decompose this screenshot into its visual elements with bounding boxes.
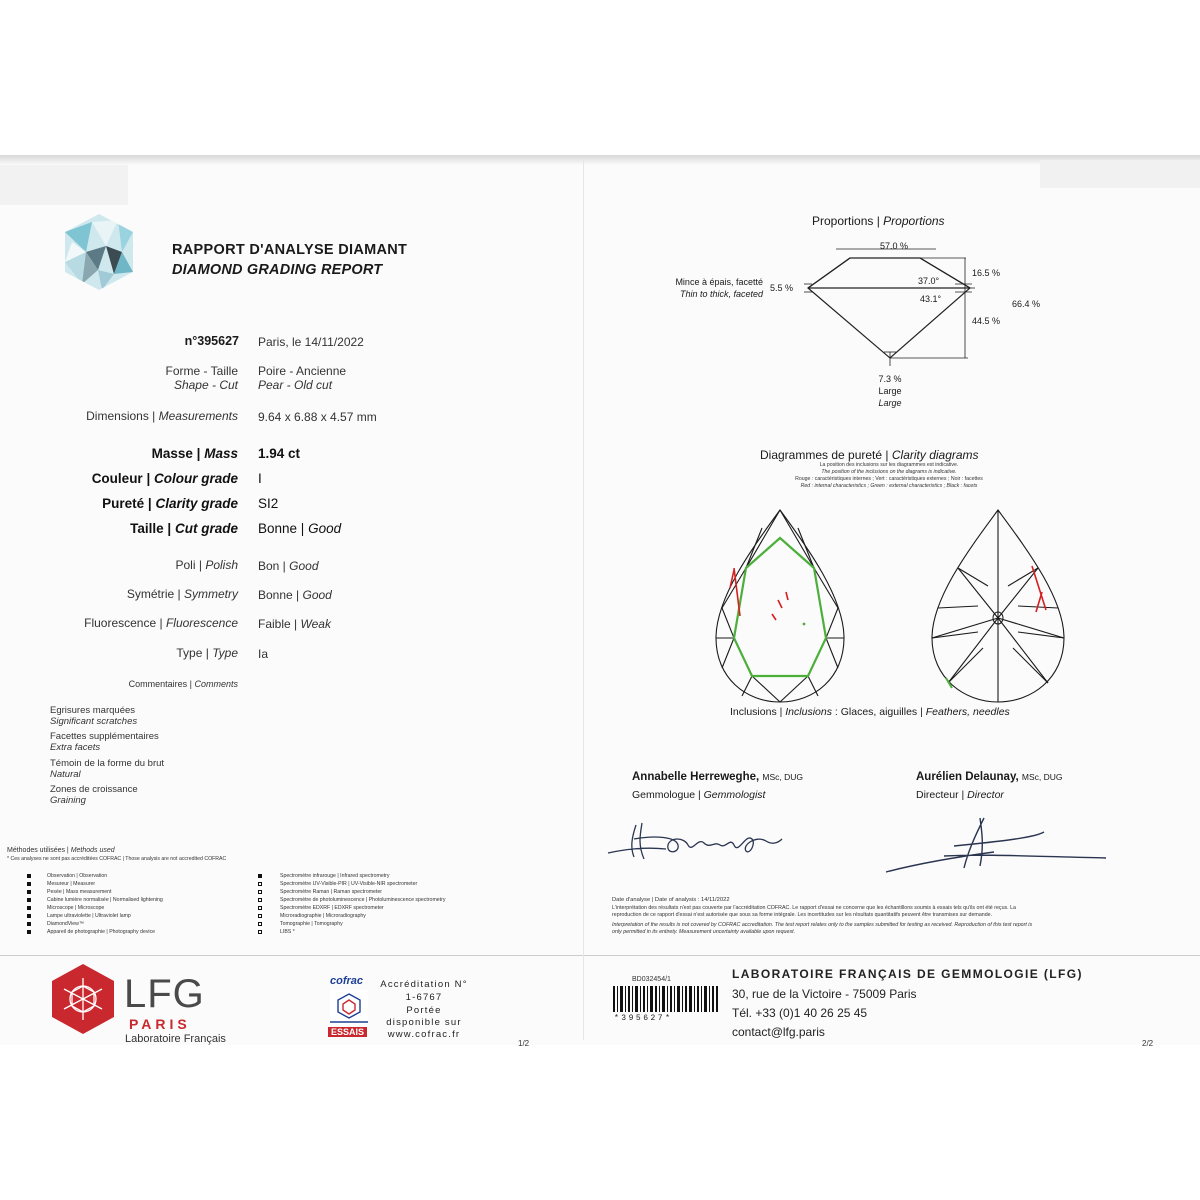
lab-name: LABORATOIRE FRANÇAIS DE GEMMOLOGIE (LFG) (732, 967, 1083, 981)
method-right-7: Tomographie | Tomography (280, 921, 343, 927)
shape-value-en: Pear - Old cut (258, 378, 333, 392)
top-edge-shadow (0, 155, 1200, 165)
comment-1-en: Significant scratches (50, 716, 138, 727)
comment-4-en: Graining (50, 795, 86, 806)
mass-label: Masse | Mass (151, 446, 238, 461)
colour-label: Couleur | Colour grade (91, 471, 238, 486)
methods-title: Méthodes utilisées | Methods used (7, 847, 115, 854)
girdle-desc-en: Thin to thick, faceted (679, 289, 763, 299)
method-right-4: Spectromètre de photoluminescence | Photoluminescence spectrometry (280, 897, 446, 903)
signature-left-image (606, 815, 786, 865)
type-value: Ia (258, 647, 269, 661)
dimensions-label: Dimensions | Measurements (86, 409, 238, 423)
proportions-title: Proportions | Proportions (812, 214, 945, 228)
footer-divider-left (0, 955, 583, 956)
cut-grade-value: Bonne | Good (258, 521, 342, 536)
clarity-diagrams-title: Diagrammes de pureté | Clarity diagrams (760, 448, 979, 462)
method-left-1: Observation | Observation (47, 873, 108, 879)
report-title-en: DIAMOND GRADING REPORT (172, 262, 383, 278)
polish-value: Bon | Good (258, 559, 319, 573)
legal-line-2: reproduction de ce rapport d'essai n'est autorisée que sous sa forme intégrale. Les incertitudes sur les résultats quantitatifs peuvent être transmises sur demande. (612, 912, 993, 918)
lfg-hexagon-logo (50, 962, 116, 1036)
method-right-1: Spectromètre infrarouge | Infrared spectrometry (280, 873, 390, 879)
pavilion-angle: 43.1° (920, 294, 942, 304)
comment-3-fr: Témoin de la forme du brut (50, 758, 165, 769)
method-left-2: Mesureur | Measurer (47, 881, 96, 887)
page-number-right: 2/2 (1142, 1039, 1154, 1048)
signatory-right-name: Aurélien Delaunay, MSc, DUG (916, 771, 1063, 783)
page-number-left: 1/2 (518, 1039, 530, 1048)
symmetry-label: Symétrie | Symmetry (126, 587, 238, 601)
lfg-logo-paris: PARIS (129, 1016, 191, 1032)
total-depth: 66.4 % (1012, 299, 1041, 309)
cofrac-brand: cofrac (330, 975, 364, 987)
crown-view-diagram (712, 508, 848, 704)
clarity-note-2-en: Red : internal characteristics ; Green : external characteristics ; Black : facets (800, 483, 978, 489)
fluorescence-value: Faible | Weak (258, 617, 331, 631)
clarity-note-1-en: The position of the inclusions on the diagrams is indicative. (821, 469, 957, 475)
method-unchecked-icon (258, 890, 262, 894)
accreditation-line-2: 1-6767 (405, 992, 443, 1003)
colour-value: I (258, 471, 262, 486)
cofrac-essais-label: ESSAIS (328, 1027, 367, 1037)
type-label: Type | Type (176, 646, 238, 660)
barcode-text: *395627* (614, 1014, 673, 1023)
method-unchecked-icon (258, 914, 262, 918)
accreditation-line-3: Portée (406, 1005, 442, 1016)
comments-title: Commentaires | Comments (128, 679, 238, 689)
comment-1-fr: Egrisures marquées (50, 705, 136, 716)
method-check-icon (27, 922, 31, 926)
girdle-desc-fr: Mince à épais, facetté (675, 277, 763, 287)
lfg-logo-text: LFG (124, 972, 205, 1016)
comment-2-en: Extra facets (50, 742, 101, 753)
method-check-icon (27, 930, 31, 934)
signatory-right-role: Directeur | Director (916, 789, 1004, 801)
method-left-4: Cabine lumière normalisée | Normalised lightening (47, 897, 163, 903)
table-percentage: 57.0 % (880, 241, 909, 251)
lab-phone: Tél. +33 (0)1 40 26 25 45 (732, 1006, 868, 1020)
lfg-logo-subtitle: Laboratoire Français (125, 1033, 226, 1045)
left-edge-band (0, 165, 128, 205)
lab-address: 30, rue de la Victoire - 75009 Paris (732, 987, 917, 1001)
dimensions-value: 9.64 x 6.88 x 4.57 mm (258, 410, 377, 424)
method-left-6: Lampe ultraviolette | Ultraviolet lamp (47, 913, 131, 919)
barcode-reference: BD032454/1 (632, 976, 671, 983)
method-right-8: LIBS * (280, 929, 295, 935)
method-check-icon (27, 890, 31, 894)
method-unchecked-icon (258, 906, 262, 910)
method-right-6: Microradiographie | Microradiography (280, 913, 366, 919)
shape-value-fr: Poire - Ancienne (258, 364, 347, 378)
method-check-icon (27, 882, 31, 886)
method-unchecked-icon (258, 930, 262, 934)
symmetry-value: Bonne | Good (258, 588, 332, 602)
method-left-8: Appareil de photographie | Photography device (47, 929, 156, 935)
method-check-icon (27, 898, 31, 902)
method-check-icon (27, 906, 31, 910)
analysis-date-line: Date d'analyse | Date of analysis : 14/11/2022 (612, 897, 730, 903)
legal-line-3: Interpretation of the results is not covered by COFRAC accreditation. The test report relates only to the samples submitted for testing as received. Reproduction of this test report is (612, 922, 1033, 928)
accreditation-line-4: disponible sur (386, 1017, 462, 1028)
signatory-left-name: Annabelle Herreweghe, MSc, DUG (632, 771, 804, 783)
diamond-hexagon-logo (62, 212, 136, 292)
polish-label: Poli | Polish (175, 558, 238, 572)
method-unchecked-icon (258, 922, 262, 926)
method-left-7: DiamondView™ (47, 921, 85, 927)
legal-line-4: only permitted in its entirety. Measurement uncertainty available upon request. (612, 929, 796, 935)
legal-line-1: L'interprétation des résultats n'est pas couverte par l'accréditation COFRAC. Le rapport d'essai ne concerne que les échantillons soumis à essais tels qu'ils ont été reçus. La (612, 905, 1017, 911)
method-check-icon (27, 874, 31, 878)
crown-angle: 37.0° (918, 276, 940, 286)
right-edge-band (1040, 160, 1200, 188)
methods-note: * Ces analyses ne sont pas accréditées COFRAC | Those analysis are not accredited COFRAC (7, 856, 227, 862)
method-left-3: Pesée | Mass measurement (47, 889, 112, 895)
mass-value: 1.94 ct (258, 446, 301, 461)
clarity-label: Pureté | Clarity grade (102, 496, 238, 511)
inclusions-line: Inclusions | Inclusions : Glaces, aiguilles | Feathers, needles (730, 706, 1010, 718)
comment-3-en: Natural (50, 769, 81, 780)
pavilion-view-diagram (928, 508, 1068, 704)
clarity-note-2-fr: Rouge : caractéristiques internes ; Vert : caractéristiques externes ; Noir : facettes (795, 476, 983, 482)
accreditation-line-5: www.cofrac.fr (387, 1029, 461, 1040)
comment-2-fr: Facettes supplémentaires (50, 731, 159, 742)
culet-desc-fr: Large (878, 386, 902, 396)
method-check-icon (258, 874, 262, 878)
method-right-5: Spectromètre EDXRF | EDXRF spectrometer (280, 905, 384, 911)
girdle-percentage: 5.5 % (770, 283, 794, 293)
culet-desc-en: Large (878, 398, 902, 408)
barcode-image (612, 986, 720, 1012)
crown-height: 16.5 % (972, 268, 1001, 278)
lab-email-link[interactable]: contact@lfg.paris (732, 1025, 825, 1039)
proportions-profile-diagram (800, 248, 980, 368)
page-fold-line (583, 160, 584, 1040)
method-left-5: Microscope | Microscope (47, 905, 105, 911)
footer-divider-right (584, 955, 1200, 956)
method-check-icon (27, 914, 31, 918)
culet-percentage: 7.3 % (878, 374, 902, 384)
report-number: n°395627 (184, 334, 239, 348)
cofrac-logo-icon (330, 990, 368, 1026)
method-unchecked-icon (258, 898, 262, 902)
pavilion-depth: 44.5 % (972, 316, 1001, 326)
clarity-value: SI2 (258, 496, 279, 511)
signature-right-image (884, 812, 1108, 876)
shape-label-en: Shape - Cut (173, 378, 238, 392)
shape-label-fr: Forme - Taille (165, 364, 238, 378)
method-right-2: Spectromètre UV-Visible-PIR | UV-Visible-NIR spectrometer (280, 881, 418, 887)
report-title-fr: RAPPORT D'ANALYSE DIAMANT (172, 242, 408, 258)
accreditation-line-1: Accréditation N° (380, 979, 468, 990)
method-unchecked-icon (258, 882, 262, 886)
cut-grade-label: Taille | Cut grade (130, 521, 238, 536)
comment-4-fr: Zones de croissance (50, 784, 138, 795)
method-right-3: Spectromètre Raman | Raman spectrometer (280, 889, 382, 895)
clarity-note-1-fr: La position des inclusions sur les diagrammes est indicative. (819, 462, 959, 468)
signatory-left-role: Gemmologue | Gemmologist (632, 789, 766, 801)
report-place-date: Paris, le 14/11/2022 (258, 335, 364, 349)
fluorescence-label: Fluorescence | Fluorescence (84, 616, 238, 630)
